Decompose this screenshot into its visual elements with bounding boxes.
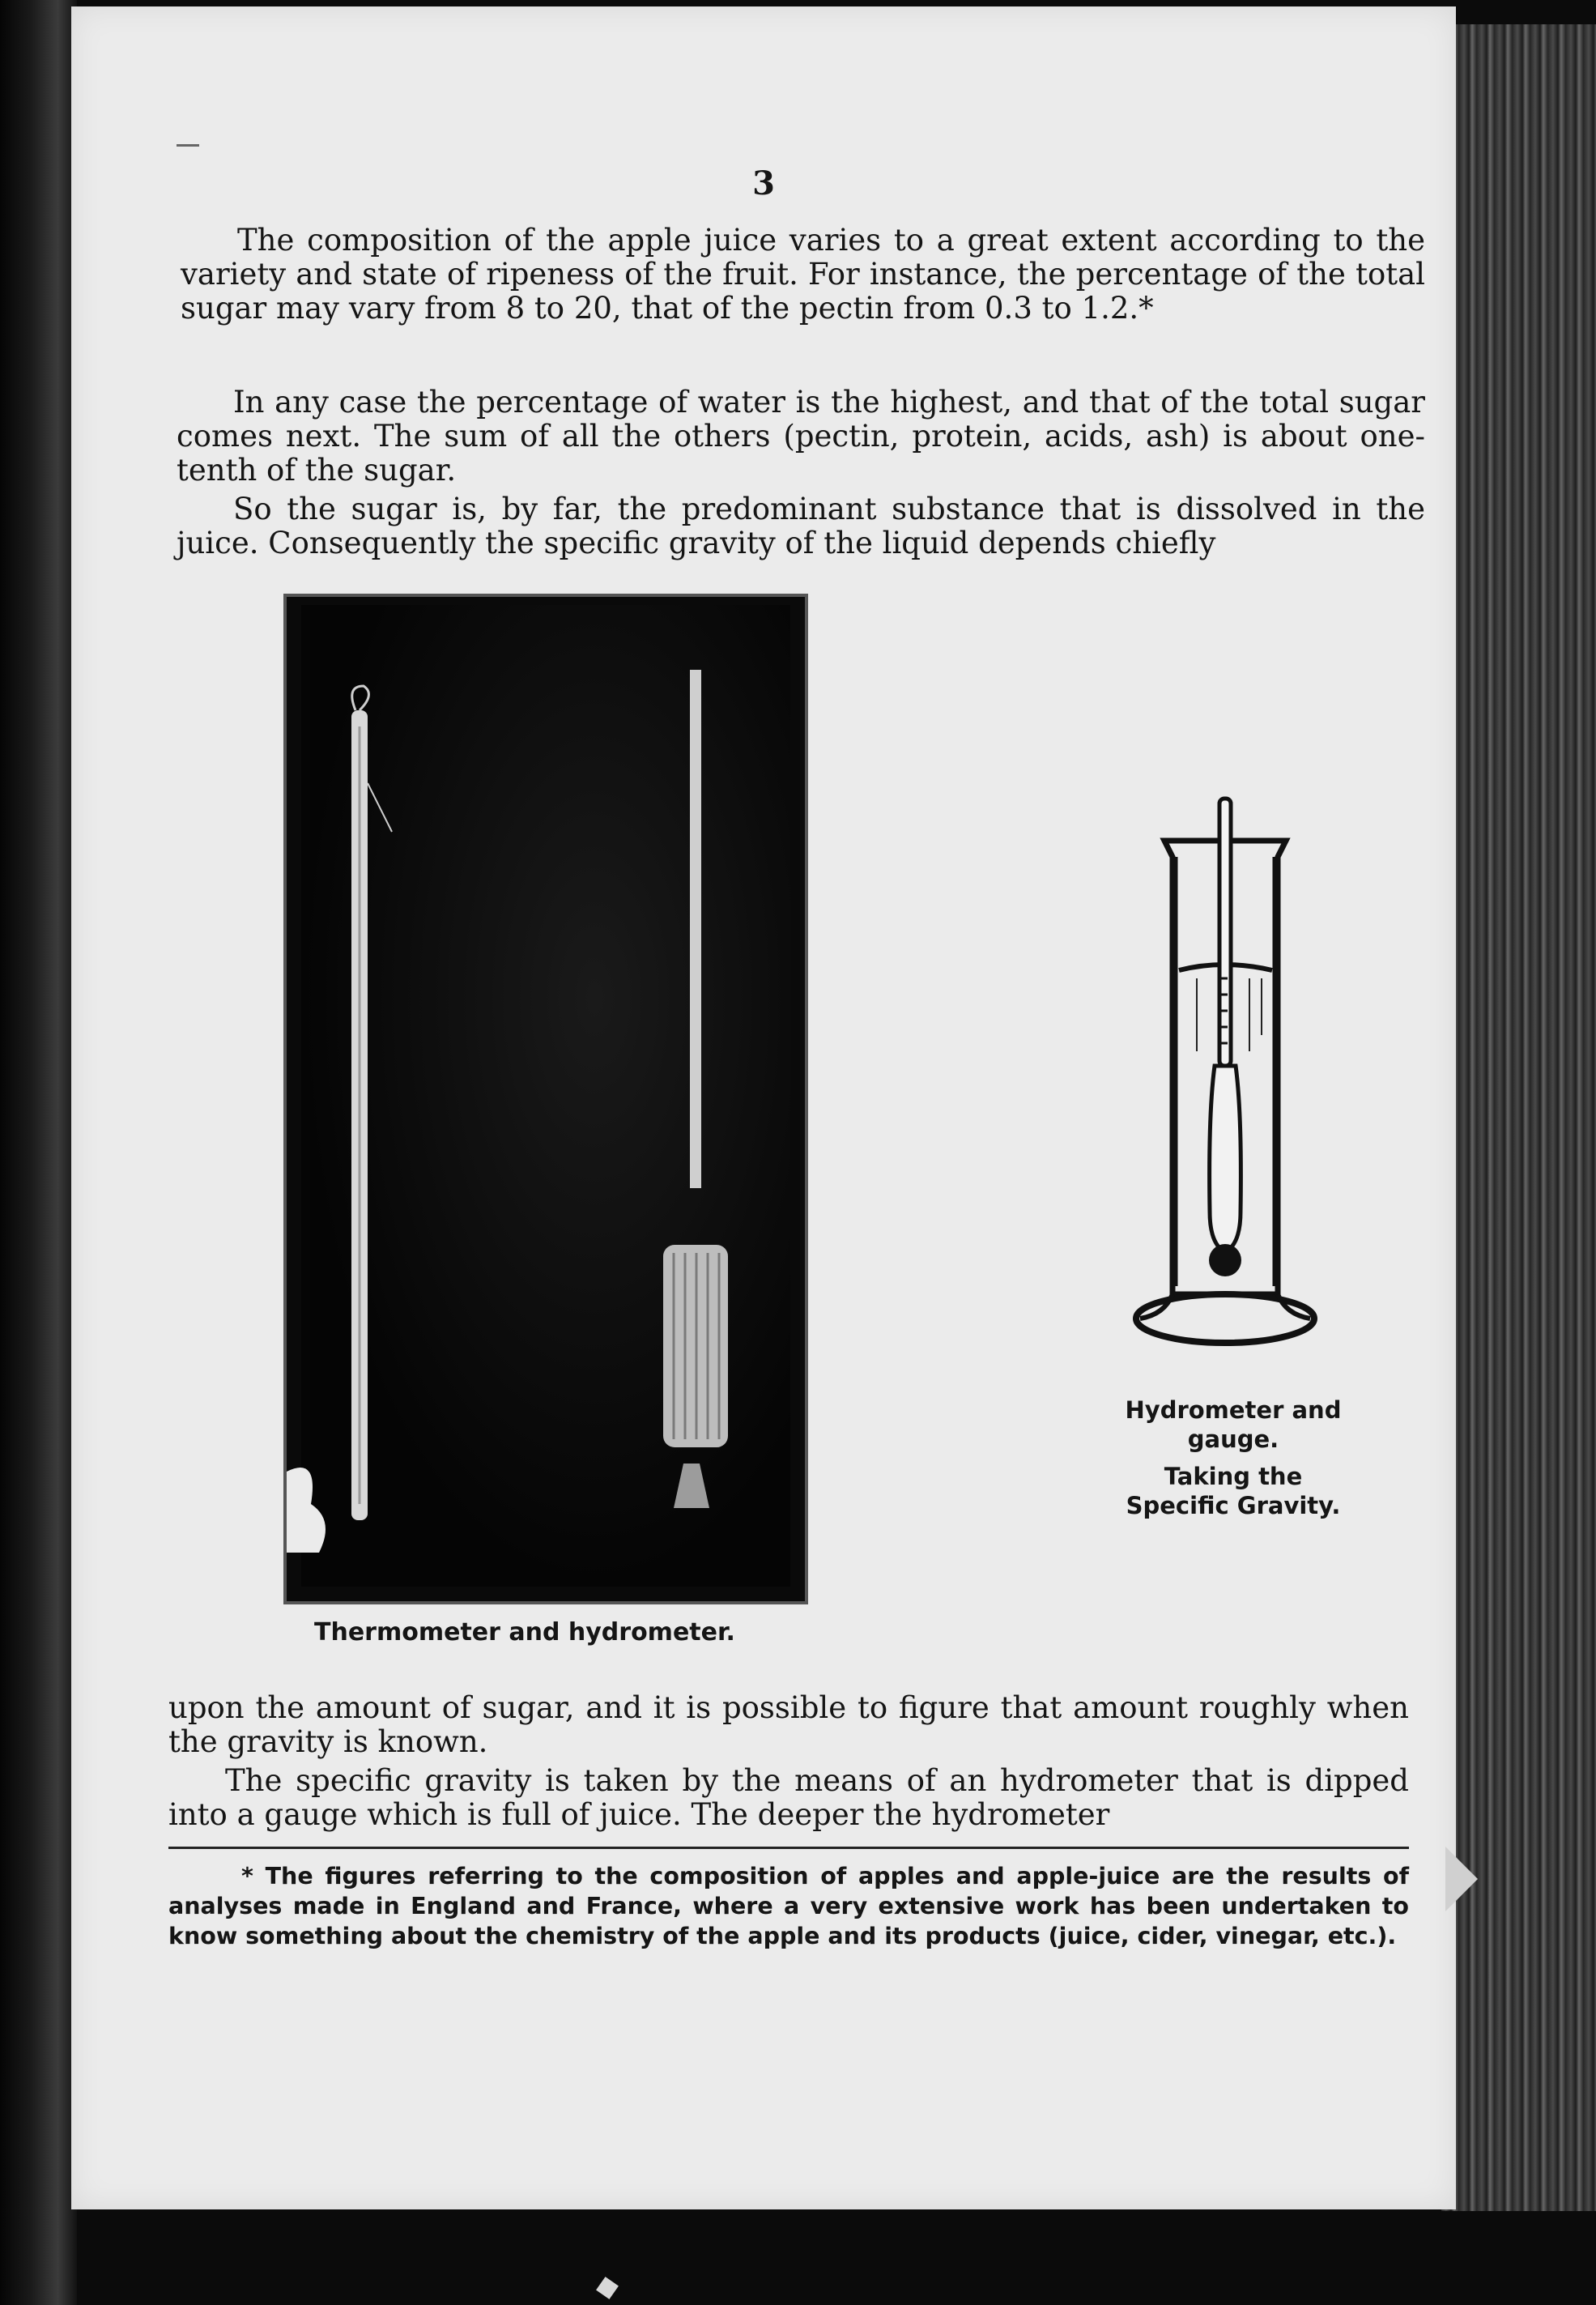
page-tab-marker <box>1445 1847 1478 1911</box>
paragraph-composition: The composition of the apple juice varies to a great extent according to the variety and state of ripeness of the fruit. For instance, the percentage of the total sugar may vary from 8 to 20, that of the pectin from 0.3 to 1.2.* <box>181 223 1425 326</box>
thermometer-string-end <box>368 783 392 832</box>
thermometer-hydrometer-photo <box>283 594 808 1604</box>
caption-thermometer-hydrometer: Thermometer and hydrometer. <box>314 1618 735 1647</box>
hydrometer-ballast <box>1209 1244 1241 1276</box>
paragraph-hydrometer: The specific gravity is taken by the means of an hydrometer that is dipped into a gauge which is full of juice. The deeper the hydrometer <box>168 1763 1409 1832</box>
paragraph-amount-of-sugar: upon the amount of sugar, and it is possible to figure that amount roughly when the gravity is known. <box>168 1690 1409 1759</box>
hydrometer-weight <box>674 1464 709 1508</box>
thermometer-string <box>352 686 369 710</box>
paragraph-sugar: So the sugar is, by far, the predominant substance that is dissolved in the juice. Consequently the specific gravity of the liquid depends chiefly <box>177 492 1425 560</box>
caption-hydrometer-gauge <box>1124 1395 1343 1520</box>
hydrometer-gauge-drawing <box>1124 792 1334 1375</box>
caption-hydrometer-gauge-line1: Hydrometer and gauge. <box>1125 1396 1342 1453</box>
paragraph-percentages: In any case the percentage of water is the highest, and that of the total sugar comes next. The sum of all the others (pectin, protein, acids, ash) is about one-tenth of the sugar. <box>177 385 1425 488</box>
hydrometer-stem <box>690 670 701 1188</box>
instrument-illustration <box>287 597 805 1601</box>
page-mark <box>177 144 199 147</box>
binding-shadow <box>0 0 77 2305</box>
footnote-divider <box>168 1847 1409 1849</box>
torn-corner <box>287 1468 326 1553</box>
footnote: * The figures referring to the composition of apples and apple-juice are the results of analyses made in England and France, where a very extensive work has been undertaken to know something about the chemistry of the apple and its products (juice, cider, vinegar, etc.). <box>168 1863 1409 1949</box>
page-number: 3 <box>752 164 775 202</box>
caption-specific-gravity: Taking the Specific Gravity. <box>1126 1463 1341 1519</box>
book-page <box>71 6 1456 2209</box>
bottom-mark <box>596 2277 619 2299</box>
gauge-base <box>1136 1294 1314 1343</box>
hydrometer-float <box>1210 1066 1241 1252</box>
